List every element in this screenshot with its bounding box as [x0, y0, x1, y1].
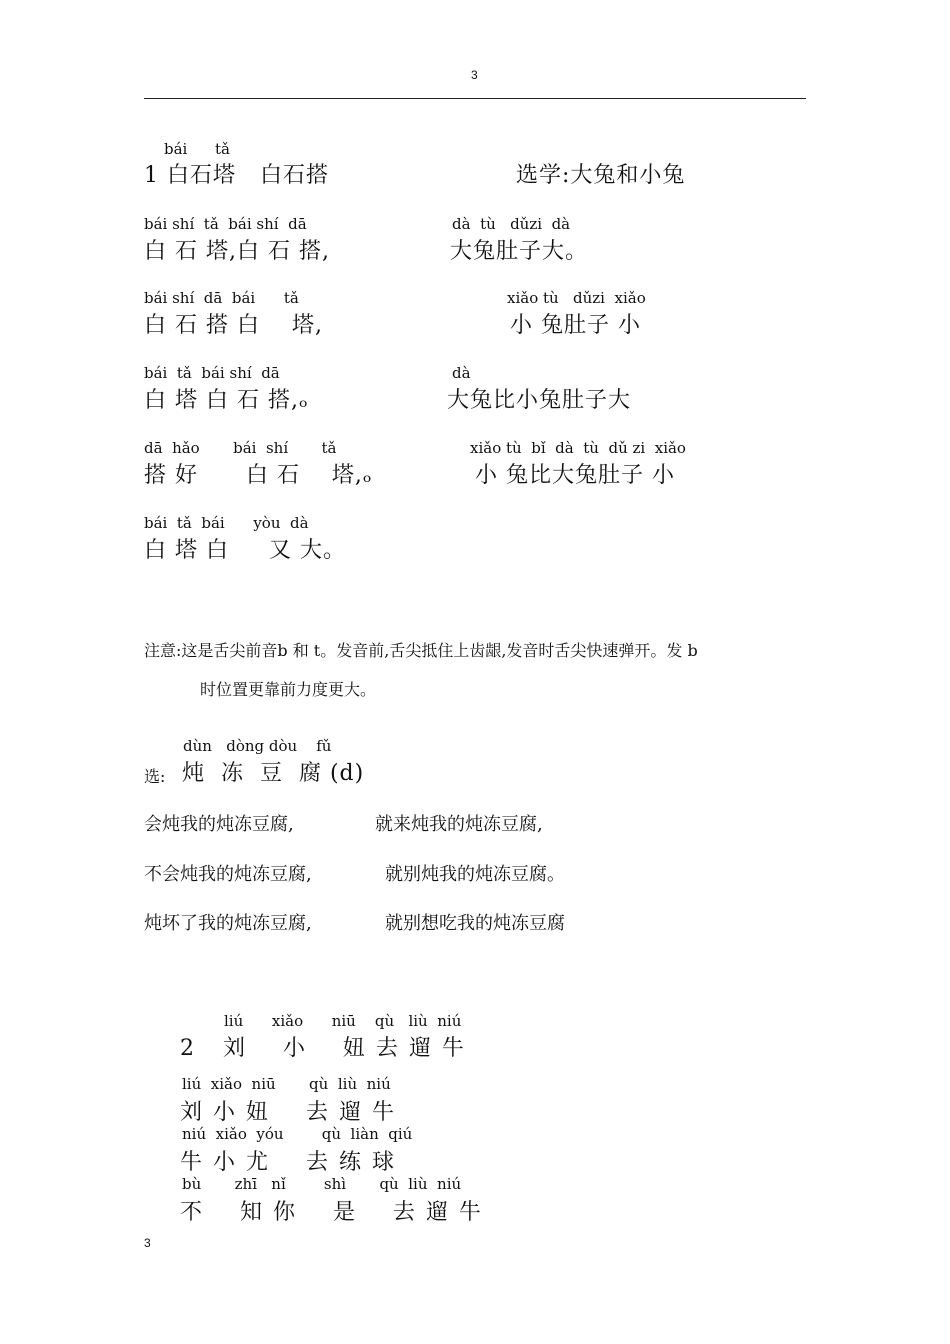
note-line-2: 时位置更靠前力度更大。: [200, 680, 377, 699]
dun-title-pinyin: dùn dòng dòu fǔ: [183, 737, 332, 755]
poem1-line-2: 白 石 搭 白 塔,: [144, 313, 323, 338]
side-pinyin-3: dà: [452, 364, 471, 382]
poem2-pinyin-3: bù zhī nǐ shì qù liù niú: [182, 1175, 462, 1193]
poem1-line-5: 白 塔 白 又 大。: [144, 538, 346, 563]
poem1-pinyin-5: bái tǎ bái yòu dà: [144, 514, 309, 532]
side-line-3: 大兔比小兔肚子大: [447, 388, 632, 413]
title-pinyin-bai: bái: [164, 140, 188, 158]
dun-title: 炖 冻 豆 腐 (d): [182, 761, 365, 786]
side-pinyin-1: dà tù dǔzi dà: [452, 215, 571, 233]
side-pinyin-4: xiǎo tù bǐ dà tù dǔ zi xiǎo: [470, 439, 686, 457]
poem1-title: 1 白石塔: [144, 163, 236, 188]
poem1-line-3: 白 塔 白 石 搭,ₒ: [144, 388, 309, 413]
note-line-1: 注意:这是舌尖前音b 和 t。发音前,舌尖抵住上齿龈,发音时舌尖快速弹开。发 b: [144, 641, 698, 660]
dun-line-3a: 炖坏了我的炖冻豆腐,: [144, 913, 312, 934]
poem2-title-pinyin: liú xiǎo niū qù liù niú: [224, 1012, 462, 1030]
side-line-2: 小 兔肚子 小: [510, 313, 641, 338]
title-pinyin-ta: tǎ: [215, 140, 230, 158]
poem1-pinyin-2: bái shí dā bái tǎ: [144, 289, 299, 307]
poem2-line-2: 牛 小 尤 去 练 球: [180, 1150, 396, 1175]
poem1-title-2: 白石搭: [260, 163, 330, 188]
poem2-pinyin-1: liú xiǎo niū qù liù niú: [182, 1075, 391, 1093]
poem2-title: 2 刘 小 妞 去 遛 牛: [180, 1036, 466, 1061]
side-title: 选学:大兔和小兔: [516, 163, 686, 188]
poem1-pinyin-4: dā hǎo bái shí tǎ: [144, 439, 337, 457]
dun-line-2b: 就别炖我的炖冻豆腐。: [385, 864, 565, 885]
poem1-pinyin-3: bái tǎ bái shí dā: [144, 364, 280, 382]
header-rule: [144, 98, 806, 99]
poem2-pinyin-2: niú xiǎo yóu qù liàn qiú: [182, 1125, 413, 1143]
header-page-number: 3: [471, 68, 478, 82]
poem1-pinyin-1: bái shí tǎ bái shí dā: [144, 215, 307, 233]
footer-page-number: 3: [144, 1236, 151, 1250]
side-pinyin-2: xiǎo tù dǔzi xiǎo: [507, 289, 646, 307]
poem2-line-3: 不 知 你 是 去 遛 牛: [180, 1200, 483, 1225]
dun-prefix: 选:: [144, 767, 166, 786]
dun-line-1b: 就来炖我的炖冻豆腐,: [375, 814, 543, 835]
side-line-4: 小 兔比大兔肚子 小: [475, 463, 675, 488]
poem2-line-1: 刘 小 妞 去 遛 牛: [180, 1100, 396, 1125]
poem1-line-4: 搭 好 白 石 塔,ₒ: [144, 463, 373, 488]
dun-line-2a: 不会炖我的炖冻豆腐,: [144, 864, 312, 885]
dun-line-3b: 就别想吃我的炖冻豆腐: [385, 913, 565, 934]
side-line-1: 大兔肚子大。: [450, 239, 589, 264]
poem1-line-1: 白 石 塔,白 石 搭,: [144, 239, 330, 264]
dun-line-1a: 会炖我的炖冻豆腐,: [144, 814, 294, 835]
